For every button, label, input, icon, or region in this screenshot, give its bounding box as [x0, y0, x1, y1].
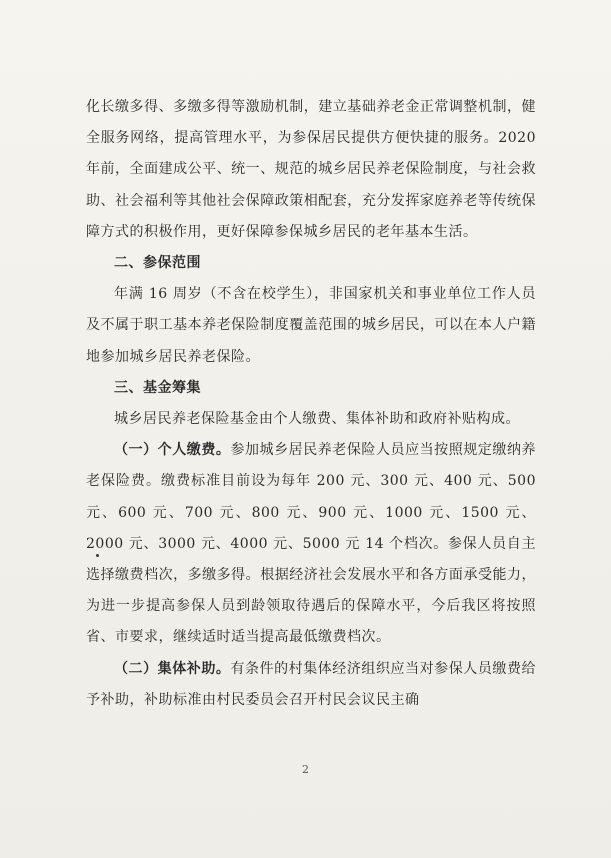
collective-subsidy-text: 有条件的村集体经济组织应当对参保人员缴费给予补助，补助标准由村民委员会召开村民会议民主确	[86, 660, 537, 708]
subheading-individual-contribution: （一）个人缴费。	[114, 442, 231, 459]
individual-contribution-text: 参加城乡居民养老保险人员应当按照规定缴纳养老保险费。缴费标准目前设为每年 200 元、300 元、400 元、500 元、600 元、700 元、800 元、900 元、1000 元、1500 元、2000 元、3000 元、4000 元、5000 元 14 个档次。参保人员自主选择缴费档次，多缴多得。根据经济社会发展水平和各方面承受能力，为进一步提高参保人员到龄领取待遇后的保障水平，今后我区将按照省、市要求，继续适时适当提高最低缴费档次。	[86, 442, 537, 646]
document-body	[86, 92, 536, 716]
paragraph-individual-contribution	[86, 435, 536, 653]
scan-speck	[96, 554, 99, 557]
paragraph-funding: 城乡居民养老保险基金由个人缴费、集体补助和政府补贴构成。	[114, 411, 520, 428]
section-heading-coverage: 二、参保范围	[114, 255, 201, 272]
section-heading-funding: 三、基金筹集	[114, 379, 201, 396]
page-number: 2	[302, 763, 309, 776]
paragraph-pension-goals: 化长缴多得、多缴多得等激励机制，建立基础养老金正常调整机制，健全服务网络，提高管理水平，为参保居民提供方便快捷的服务。2020 年前，全面建成公平、统一、规范的城乡居民养老保险制度，与社会救助、社会福利等其他社会保障政策相配套，充分发挥家庭养老等传统保障方式的积极作用，更好保障参保城乡居民的老年基本生活。	[86, 99, 536, 240]
paragraph-coverage: 年满 16 周岁（不含在校学生），非国家机关和事业单位工作人员及不属于职工基本养老保险制度覆盖范围的城乡居民，可以在本人户籍地参加城乡居民养老保险。	[86, 286, 536, 365]
subheading-collective-subsidy: （二）集体补助。	[114, 660, 231, 677]
paragraph-collective-subsidy	[86, 654, 536, 716]
